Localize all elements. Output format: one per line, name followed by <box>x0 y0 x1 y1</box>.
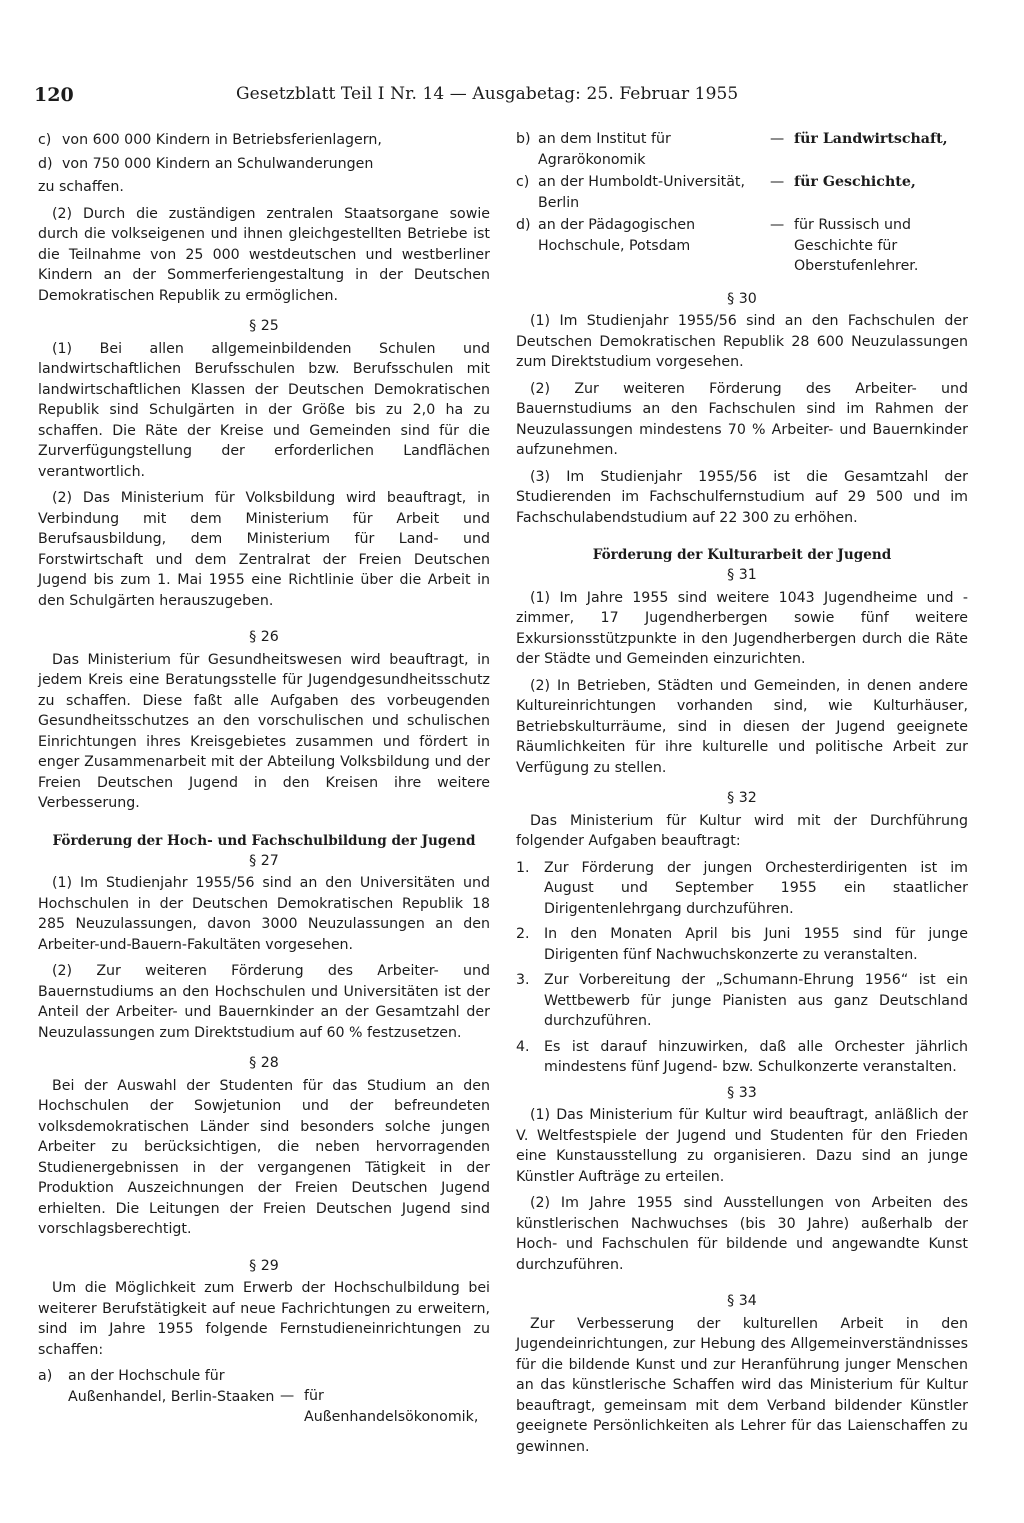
section-number: § 25 <box>249 318 279 334</box>
paragraph: Das Ministerium für Gesundheitswesen wird beauftragt, in jedem Kreis eine Beratungsstelle für Jugendgesundheitsschutz zu schaffen. Diese faßt alle Aufgaben des vorbeugenden Gesundheitsschutzes an den vorschulischen und schulischen Einrichtungen ihres Kreisgebietes zusammen und fördert in enger Zusammenarbeit mit der Abteilung Volksbildung und der Freien Deutschen Jugend in den Kreisen ihre weitere Verbesserung. <box>38 651 490 811</box>
paragraph: (1) Bei allen allgemeinbildenden Schulen und landwirtschaftlichen Berufsschulen bzw. Berufsschulen mit landwirtschaftlichen Klassen der Deutschen Demokratischen Republik sind Schulgärten in der Größe bis zu 2,0 ha zu schaffen. Die Räte der Kreise und Gemeinden sind für die Zurverfügungstellung der erforderlichen Landflächen verantwortlich. <box>38 340 490 480</box>
paragraph: (1) Im Jahre 1955 sind weitere 1043 Jugendheime und -zimmer, 17 Jugendherbergen sowie fünf weitere Exkursionsstützpunkte in den Jugendherbergen durch die Räte der Städte und Gemeinden einzurichten. <box>516 589 968 667</box>
section-number: § 27 <box>249 852 279 869</box>
paragraph: Um die Möglichkeit zum Erwerb der Hochschulbildung bei weiterer Berufstätigkeit auf neue Fachrichtungen zu erweitern, sind im Jahre 1955 folgende Fernstudieneinrichtungen zu schaffen: <box>38 1280 490 1358</box>
page-title: Gesetzblatt Teil I Nr. 14 — Ausgabetag: 25. Februar 1955 <box>236 84 739 104</box>
institute-row: a) an der Hochschule für Außenhandel, Berlin-Staaken — für Außenhandelsökonomik, <box>38 1368 479 1425</box>
section-number: § 30 <box>727 290 757 307</box>
list-item: d) von 750 000 Kindern an Schulwanderungen <box>38 155 374 172</box>
institute-row: d) an der Pädagogischen Hochschule, Potsdam — für Russisch und Geschichte für Oberstufenlehrer. <box>516 217 919 274</box>
paragraph: (2) Durch die zuständigen zentralen Staatsorgane sowie durch die volkseigenen und ihnen gleichgestellten Betriebe ist die Teilnahme von 25 000 westdeutschen und westberliner Kindern an der Sommerferiengestaltung in der Deutschen Demokratischen Republik zu ermöglichen. <box>38 205 490 304</box>
paragraph: Das Ministerium für Kultur wird mit der Durchführung folgender Aufgaben beauftragt: <box>516 812 968 849</box>
list-item: 1. Zur Förderung der jungen Orchesterdirigenten ist im August und September 1955 ein staatlicher Dirigentenlehrgang durchzuführen. <box>516 859 968 917</box>
paragraph: (2) In Betrieben, Städten und Gemeinden, in denen andere Kultureinrichtungen vorhanden sind, wie Kulturhäuser, Betriebskulturräume, sind in diesen der Jugend geeignete Räumlichkeiten für ihre kulturelle und politische Arbeit zur Verfügung zu stellen. <box>516 677 968 776</box>
paragraph: (3) Im Studienjahr 1955/56 ist die Gesamtzahl der Studierenden im Fachschulfernstudium auf 29 500 und im Fachschulabendstudium auf 22 300 zu erhöhen. <box>516 468 968 526</box>
section-number: § 28 <box>249 1055 279 1071</box>
paragraph: (2) Zur weiteren Förderung des Arbeiter- und Bauernstudiums an den Fachschulen sind im Rahmen der Neuzulassungen mindestens 70 % Arbeiter- und Bauernkinder aufzunehmen. <box>516 380 968 458</box>
paragraph: (2) Im Jahre 1955 sind Ausstellungen von Arbeiten des künstlerischen Nachwuchses (bis 30 Jahre) außerhalb der Hoch- und Fachschulen für bildende und angewandte Kunst durchzuführen. <box>516 1195 968 1273</box>
section-number: § 26 <box>249 629 279 645</box>
section-number: § 32 <box>727 790 757 806</box>
paragraph: (1) Im Studienjahr 1955/56 sind an den Fachschulen der Deutschen Demokratischen Republik 28 600 Neuzulassungen zum Direktstudium vorgesehen. <box>516 313 968 370</box>
list-item: c) von 600 000 Kindern in Betriebsferienlagern, <box>38 132 382 148</box>
paragraph: (1) Das Ministerium für Kultur wird beauftragt, anläßlich der V. Weltfestspiele der Jugend und Studenten für den Frieden eine Kunstausstellung zu organisieren. Dazu sind an junge Künstler Aufträge zu erteilen. <box>516 1107 968 1185</box>
section-number: § 29 <box>249 1257 279 1274</box>
paragraph: (1) Im Studienjahr 1955/56 sind an den Universitäten und Hochschulen in der Deutschen Demokratischen Republik 18 285 Neuzulassungen, davon 3000 Neuzulassungen an den Arbeiter-und-Bauern-Fakultäten vorgesehen. <box>38 875 490 953</box>
institute-row: b) an dem Institut für Agrarökonomik — für Landwirtschaft, <box>516 131 948 168</box>
institute-row: c) an der Humboldt-Universität, Berlin — für Geschichte, <box>516 174 916 211</box>
paragraph: (2) Zur weiteren Förderung des Arbeiter- und Bauernstudiums an den Hochschulen und Universitäten ist der Anteil der Arbeiter- und Bauernkinder an der Gesamtzahl der Neuzulassungen zum Direktstudium auf 60 % festzusetzen. <box>38 963 490 1041</box>
paragraph: (2) Das Ministerium für Volksbildung wird beauftragt, in Verbindung mit dem Ministerium für Arbeit und Berufsausbildung, dem Ministerium für Land- und Forstwirtschaft und dem Zentralrat der Freien Deutschen Jugend bis zum 1. Mai 1955 eine Richtlinie über die Arbeit in den Schulgärten herauszugeben. <box>38 490 490 609</box>
list-item: 4. Es ist darauf hinzuwirken, daß alle Orchester jährlich mindestens fünf Jugend- bzw. Schulkonzerte veranstalten. <box>516 1038 968 1075</box>
section-heading: Förderung der Hoch- und Fachschulbildung der Jugend <box>52 832 476 849</box>
page-header <box>34 84 974 110</box>
section-number: § 33 <box>727 1084 757 1101</box>
page-number: 120 <box>34 84 74 106</box>
right-column <box>516 130 968 1463</box>
paragraph: zu schaffen. <box>38 179 124 195</box>
left-column <box>38 130 490 1427</box>
paragraph: Bei der Auswahl der Studenten für das Studium an den Hochschulen der Sowjetunion und der befreundeten volksdemokratischen Länder sind besonders solche jungen Arbeiter zu berücksichtigen, die neben hervorragenden Studienergebnissen in der vergangenen Tätigkeit in der Produktion Auszeichnungen der Freien Deutschen Jugend erhielten. Die Leitungen der Freien Deutschen Jugend sind vorschlagsberechtigt. <box>38 1077 490 1237</box>
list-item: 2. In den Monaten April bis Juni 1955 sind für junge Dirigenten fünf Nachwuchskonzerte zu veranstalten. <box>516 926 968 963</box>
section-heading: Förderung der Kulturarbeit der Jugend <box>592 547 892 563</box>
section-number: § 34 <box>727 1293 757 1309</box>
list-item: 3. Zur Vorbereitung der „Schumann-Ehrung 1956“ ist ein Wettbewerb für junge Pianisten aus ganz Deutschland durchzuführen. <box>516 972 968 1029</box>
section-number: § 31 <box>727 567 757 583</box>
paragraph: Zur Verbesserung der kulturellen Arbeit in den Jugendeinrichtungen, zur Hebung des Allgemeinverständnisses für die bildende Kunst und zur Heranführung junger Menschen an das künstlerische Schaffen wird das Ministerium für Kultur beauftragt, gemeinsam mit dem Verband bildender Künstler geeignete Persönlichkeiten als Lehrer für das Laienschaffen zu gewinnen. <box>516 1315 968 1455</box>
